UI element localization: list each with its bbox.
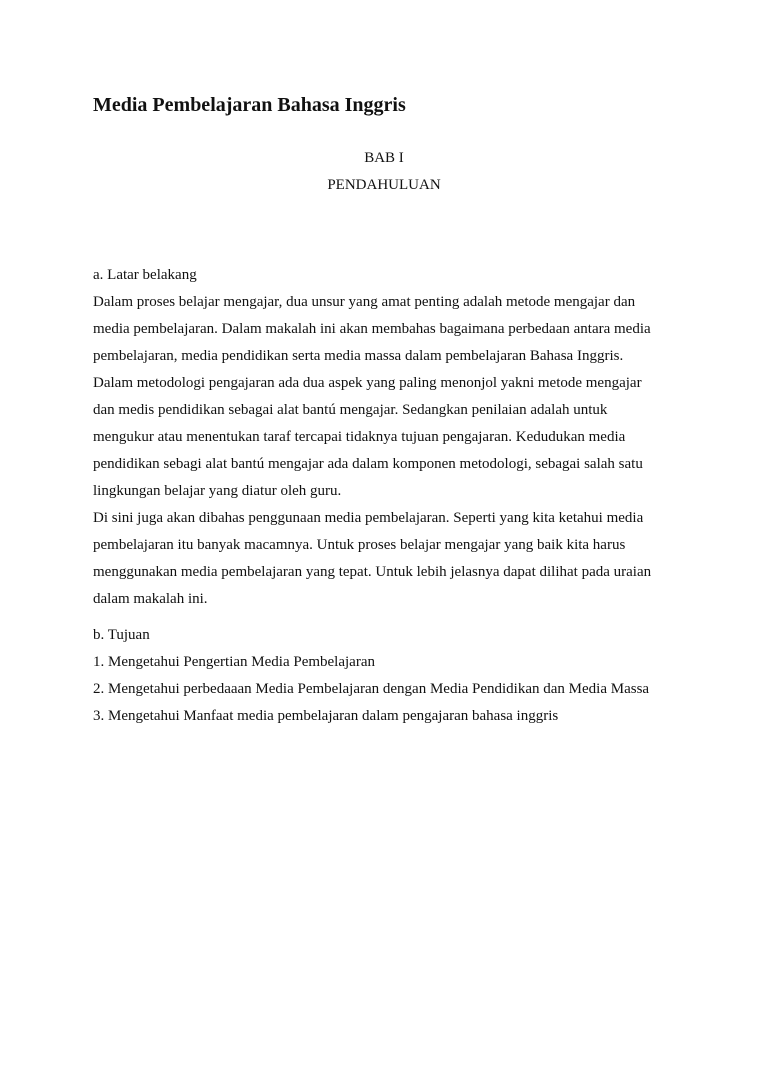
paragraph-line: Dalam proses belajar mengajar, dua unsur yang amat penting adalah metode mengajar dan — [93, 294, 636, 310]
paragraph-line: mengukur atau menentukan taraf tercapai tidaknya tujuan pengajaran. Kedudukan media — [93, 429, 626, 445]
chapter-label: BAB I — [364, 150, 404, 166]
list-item: 1. Mengetahui Pengertian Media Pembelajaran — [93, 654, 375, 670]
chapter-title: PENDAHULUAN — [327, 177, 441, 193]
section-objectives — [93, 622, 693, 730]
paragraph-line: Dalam metodologi pengajaran ada dua aspek yang paling menonjol yakni metode mengajar — [93, 375, 642, 391]
paragraph-line: pembelajaran itu banyak macamnya. Untuk proses belajar mengajar yang baik kita harus — [93, 537, 626, 553]
paragraph-line: dalam makalah ini. — [93, 591, 208, 607]
section-heading: a. Latar belakang — [93, 267, 197, 283]
section-background — [93, 262, 693, 613]
list-item: 2. Mengetahui perbedaaan Media Pembelajaran dengan Media Pendidikan dan Media Massa — [93, 681, 650, 697]
list-item: 3. Mengetahui Manfaat media pembelajaran dalam pengajaran bahasa inggris — [93, 708, 559, 724]
paragraph-line: dan medis pendidikan sebagai alat bantú mengajar. Sedangkan penilaian adalah untuk — [93, 402, 608, 418]
paragraph-line: pendidikan sebagi alat bantú mengajar ada dalam komponen metodologi, sebagai salah satu — [93, 456, 643, 472]
paragraph-line: Di sini juga akan dibahas penggunaan media pembelajaran. Seperti yang kita ketahui media — [93, 510, 644, 526]
section-heading: b. Tujuan — [93, 627, 150, 643]
document-title: Media Pembelajaran Bahasa Inggris — [93, 94, 406, 116]
paragraph-line: pembelajaran, media pendidikan serta media massa dalam pembelajaran Bahasa Inggris. — [93, 348, 624, 364]
paragraph-line: menggunakan media pembelajaran yang tepat. Untuk lebih jelasnya dapat dilihat pada uraian — [93, 564, 652, 580]
paragraph-line: media pembelajaran. Dalam makalah ini akan membahas bagaimana perbedaan antara media — [93, 321, 651, 337]
paragraph-line: lingkungan belajar yang diatur oleh guru. — [93, 483, 342, 499]
